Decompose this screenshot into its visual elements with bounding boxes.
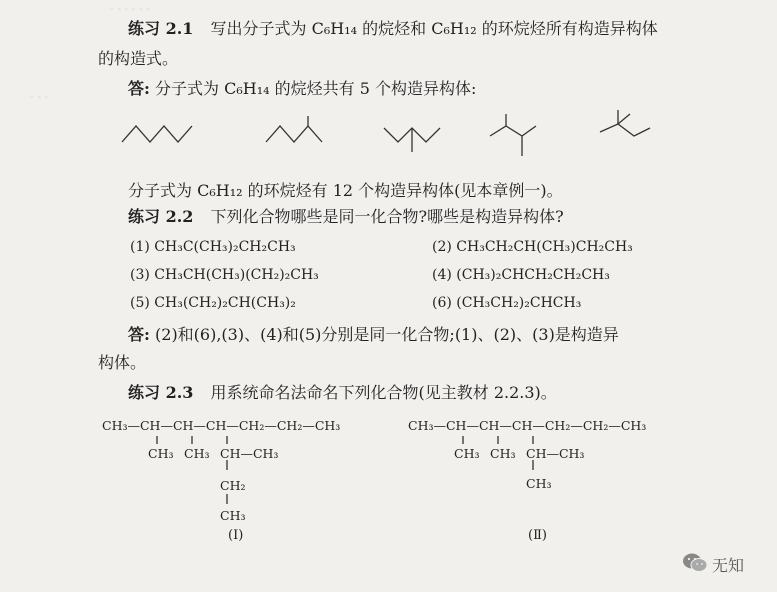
exercise-2-1-question-line2: 的构造式。 xyxy=(98,49,179,68)
hexane-skeleton xyxy=(120,118,210,150)
exercise-2-1-question-line1 xyxy=(128,20,658,38)
answer-label: 答: xyxy=(128,325,150,344)
watermark xyxy=(682,549,768,577)
exercise-2-2-answer-line2: 构体。 xyxy=(98,353,147,372)
2-2-dimethylbutane-skeleton xyxy=(596,108,660,154)
exercise-label: 练习 2.2 xyxy=(128,207,194,226)
compound-item: (2) CH₃CH₂CH(CH₃)CH₂CH₃ xyxy=(432,239,633,255)
3-methylpentane-skeleton xyxy=(378,112,458,156)
question-text: 下列化合物哪些是同一化合物?哪些是构造异构体? xyxy=(210,207,564,226)
methyl-substituent: CH₃ xyxy=(148,446,174,461)
exercise-2-2-answer-line1 xyxy=(128,326,619,344)
exercise-2-3-question xyxy=(128,384,557,402)
structure-main-chain: CH₃—CH—CH—CH—CH₂—CH₂—CH₃ xyxy=(102,418,341,433)
answer-text: 分子式为 C₆H₁₄ 的烷烃共有 5 个构造异构体: xyxy=(155,79,477,98)
methylene-group: CH₂ xyxy=(220,478,246,493)
compound-item: (1) CH₃C(CH₃)₂CH₂CH₃ xyxy=(130,239,296,255)
exercise-label: 练习 2.3 xyxy=(128,383,194,402)
compound-item: (3) CH₃CH(CH₃)(CH₂)₂CH₃ xyxy=(130,267,319,283)
branch-group: CH—CH₃ xyxy=(220,446,279,461)
compound-item: (6) (CH₃CH₂)₂CHCH₃ xyxy=(432,295,582,311)
structure-bonds xyxy=(406,430,606,510)
branch-group: CH—CH₃ xyxy=(526,446,585,461)
structure-main-chain: CH₃—CH—CH—CH—CH₂—CH₂—CH₃ xyxy=(408,418,647,433)
compound-item: (4) (CH₃)₂CHCH₂CH₂CH₃ xyxy=(432,267,610,283)
structure-caption: (Ⅰ) xyxy=(228,528,244,543)
cycloalkane-answer: 分子式为 C₆H₁₂ 的环烷烃有 12 个构造异构体(见本章例一)。 xyxy=(128,181,563,200)
structure-caption: (Ⅱ) xyxy=(528,528,547,543)
bleed-through-text: - - - xyxy=(30,90,49,103)
2-3-dimethylbutane-skeleton xyxy=(486,112,546,160)
compound-item: (5) CH₃(CH₂)₂CH(CH₃)₂ xyxy=(130,295,296,311)
answer-label: 答: xyxy=(128,79,150,98)
methyl-terminal: CH₃ xyxy=(220,508,246,523)
watermark-text: 无知 xyxy=(712,556,745,575)
question-text: 写出分子式为 C₆H₁₄ 的烷烃和 C₆H₁₂ 的环烷烃所有构造异构体 xyxy=(210,19,658,38)
exercise-label: 练习 2.1 xyxy=(128,19,194,38)
methyl-substituent: CH₃ xyxy=(490,446,516,461)
bleed-through-text: - - - - - - xyxy=(110,2,150,15)
methyl-substituent: CH₃ xyxy=(454,446,480,461)
wechat-icon xyxy=(682,551,708,575)
exercise-2-2-question xyxy=(128,208,564,226)
methyl-terminal: CH₃ xyxy=(526,476,552,491)
2-methylpentane-skeleton xyxy=(262,116,342,150)
answer-text: (2)和(6),(3)、(4)和(5)分别是同一化合物;(1)、(2)、(3)是构造异 xyxy=(155,325,619,344)
methyl-substituent: CH₃ xyxy=(184,446,210,461)
question-text: 用系统命名法命名下列化合物(见主教材 2.2.3)。 xyxy=(210,383,557,402)
exercise-2-1-answer xyxy=(128,80,476,98)
